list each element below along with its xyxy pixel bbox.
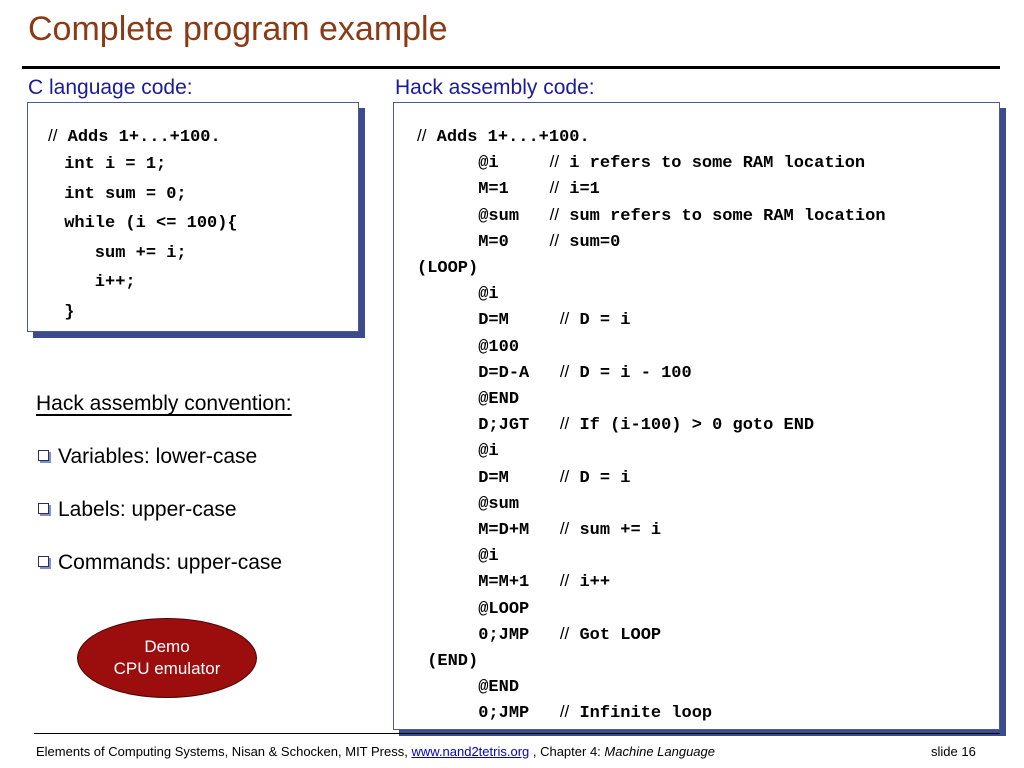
hack-comment-text: sum refers to some RAM location [559, 206, 886, 226]
hack-code-text: D=M [417, 468, 560, 488]
footer-divider [34, 733, 1000, 734]
chapter-name: Machine Language [604, 744, 715, 759]
hack-comment-text: D = i [569, 468, 631, 488]
c-code-text: while (i <= 100){ [54, 214, 238, 233]
hack-code-line [417, 202, 886, 228]
c-code-label: C language code: [28, 76, 193, 99]
hack-code-line [417, 280, 499, 306]
convention-heading: Hack assembly convention: [36, 392, 292, 415]
hack-code-line [417, 175, 600, 201]
hack-code-line [417, 149, 865, 175]
footer-text-middle: , Chapter 4: [529, 744, 605, 759]
title-divider [22, 66, 1000, 69]
hack-code-line [417, 437, 499, 463]
comment-slashes: // [559, 414, 570, 434]
hack-code-line [417, 673, 519, 699]
convention-item [38, 551, 282, 575]
c-code-line [54, 211, 238, 237]
hack-code-text: (LOOP) [417, 259, 479, 278]
comment-slashes: // [559, 466, 570, 486]
comment-slashes: // [549, 178, 560, 198]
slide-number: slide 16 [931, 744, 976, 759]
c-code-text: int sum = 0; [54, 185, 187, 204]
comment-slashes: // [559, 571, 570, 591]
hack-code-text: @i [417, 154, 550, 174]
c-code-text: sum += i; [54, 244, 187, 263]
hack-code-line [417, 123, 590, 149]
hack-code-line [417, 542, 499, 568]
hack-code-text: D;JGT [417, 416, 560, 436]
square-bullet-icon [38, 450, 49, 461]
hack-code-text: @i [417, 285, 499, 305]
convention-item [38, 498, 237, 522]
hack-comment-text: i refers to some RAM location [559, 154, 866, 174]
hack-comment-text: i++ [569, 573, 611, 593]
comment-slashes: // [559, 702, 570, 722]
c-code-line [54, 182, 187, 208]
hack-code-text: 0;JMP [417, 704, 560, 724]
c-code-line [48, 123, 221, 149]
comment-slashes: // [549, 204, 560, 224]
comment-slashes: // [559, 623, 570, 643]
convention-item [38, 445, 257, 469]
footer-citation [36, 744, 715, 759]
hack-code-label: Hack assembly code: [395, 76, 595, 99]
hack-code-box [393, 102, 1000, 730]
hack-code-line [417, 464, 631, 490]
hack-code-text: M=1 [417, 180, 550, 200]
hack-comment-text: sum += i [569, 521, 662, 540]
hack-code-text: M=M+1 [417, 573, 560, 593]
hack-code-line [417, 385, 519, 411]
hack-code-line [417, 699, 712, 725]
hack-comment-text: Infinite loop [569, 704, 713, 724]
hack-code-line [417, 621, 661, 647]
hack-comment-text: Adds 1+...+100. [426, 128, 590, 147]
c-code-line [54, 270, 136, 296]
hack-comment-text: Got LOOP [569, 625, 662, 645]
c-code-text: i++; [54, 273, 136, 292]
demo-button-line1: Demo [144, 637, 190, 656]
hack-code-text: @i [417, 442, 499, 462]
c-code-line [54, 300, 74, 326]
hack-code-text: 0;JMP [417, 625, 560, 645]
hack-code-line [417, 568, 610, 594]
square-bullet-icon [38, 503, 49, 514]
hack-code-line [417, 306, 631, 332]
hack-code-line [417, 228, 620, 254]
hack-code-text: @END [417, 678, 520, 698]
comment-slashes: // [549, 152, 560, 172]
hack-code-line [417, 411, 814, 437]
hack-code-text: D=D-A [417, 363, 560, 383]
hack-code-line [417, 516, 661, 542]
hack-code-line [417, 490, 519, 516]
hack-code-line [417, 647, 478, 673]
hack-code-line [417, 254, 478, 280]
c-code-line [54, 241, 187, 267]
hack-comment-text: i=1 [559, 180, 600, 200]
hack-code-text: @END [417, 390, 520, 409]
nand2tetris-link[interactable]: www.nand2tetris.org [411, 744, 530, 759]
hack-code-text: @i [417, 547, 499, 567]
hack-code-text: M=D+M [417, 521, 560, 540]
comment-slashes: // [48, 126, 58, 145]
c-code-text: } [54, 303, 75, 322]
footer-text: Elements of Computing Systems, Nisan & Schocken, MIT Press, [36, 744, 412, 759]
demo-button-line2: CPU emulator [113, 659, 221, 678]
comment-slashes: // [549, 230, 560, 250]
comment-slashes: // [417, 126, 427, 145]
hack-comment-text: D = i [569, 311, 631, 331]
hack-code-text: @LOOP [417, 599, 530, 619]
comment-slashes: // [559, 309, 570, 329]
square-bullet-icon [38, 556, 49, 567]
c-code-text: Adds 1+...+100. [57, 128, 221, 147]
hack-comment-text: D = i - 100 [569, 363, 692, 383]
hack-code-text: @sum [417, 206, 550, 226]
hack-code-line [417, 333, 519, 359]
slide-title: Complete program example [28, 10, 448, 48]
hack-code-text: D=M [417, 311, 560, 331]
hack-code-line [417, 595, 529, 621]
comment-slashes: // [559, 519, 570, 538]
c-code-box [27, 102, 359, 332]
hack-code-line [417, 359, 692, 385]
convention-item-text: Variables: lower-case [58, 445, 258, 468]
demo-cpu-emulator-button[interactable] [77, 618, 257, 698]
c-code-line [54, 152, 166, 178]
hack-code-text: @100 [417, 337, 520, 357]
hack-code-text: (END) [417, 652, 479, 671]
c-code-text: int i = 1; [54, 155, 167, 174]
hack-comment-text: If (i-100) > 0 goto END [569, 416, 815, 436]
hack-comment-text: sum=0 [559, 232, 621, 252]
comment-slashes: // [559, 361, 570, 381]
hack-code-text: @sum [417, 494, 520, 514]
convention-item-text: Commands: upper-case [58, 551, 283, 574]
convention-item-text: Labels: upper-case [58, 498, 237, 521]
hack-code-text: M=0 [417, 232, 550, 252]
